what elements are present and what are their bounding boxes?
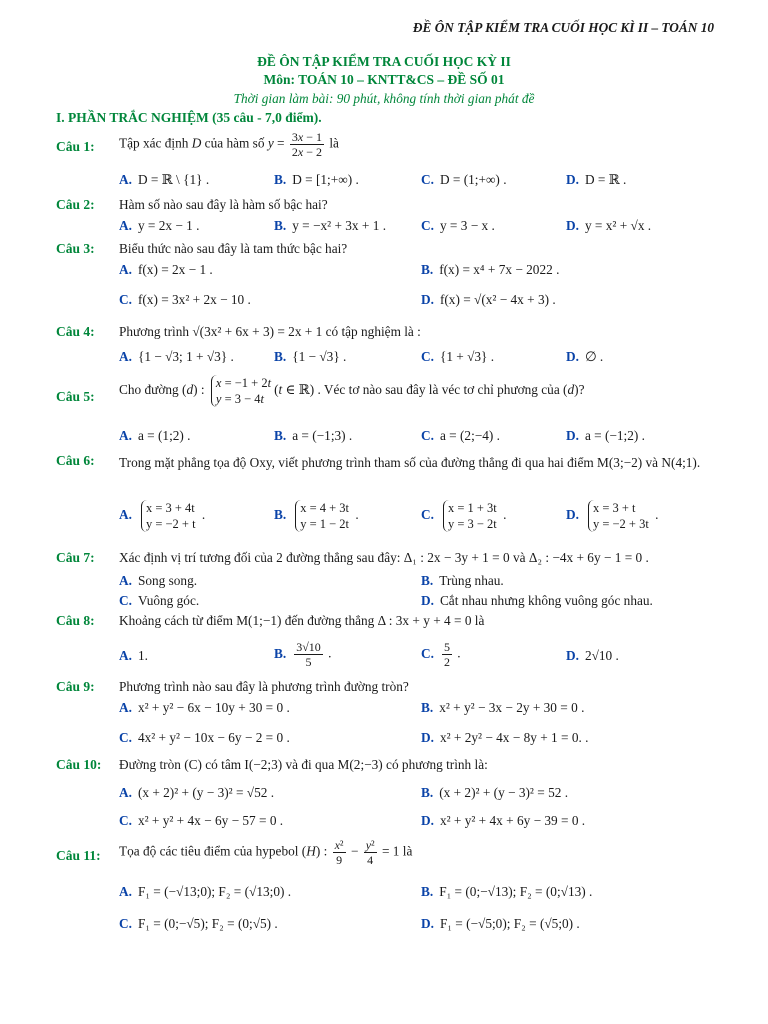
question-label: Câu 8:: [56, 613, 95, 628]
question-text: Khoảng cách từ điểm M(1;−1) đến đường thẳng Δ : 3x + y + 4 = 0 là: [119, 613, 485, 628]
option-d[interactable]: D. 2√10 .: [566, 648, 619, 663]
section-heading: I. PHẦN TRẮC NGHIỆM (35 câu - 7,0 điểm).: [56, 110, 322, 125]
question-text: Phương trình nào sau đây là phương trình đường tròn?: [119, 679, 409, 694]
option-a[interactable]: A. x² + y² − 6x − 10y + 30 = 0 .: [119, 700, 290, 715]
question-text: Phương trình √(3x² + 6x + 3) = 2x + 1 có tập nghiệm là :: [119, 324, 421, 339]
question-text: Tọa độ các tiêu điểm của hypebol (H) : $\frac{\text{x²}}{9}$ − $\frac{\text{y²}}{4}$ = 1 là: [119, 838, 413, 867]
option-d[interactable]: D. a = (−1;2) .: [566, 428, 645, 443]
option-b[interactable]: B. a = (−1;3) .: [274, 428, 353, 443]
question-label: Câu 4:: [56, 324, 95, 339]
question-text: Trong mặt phẳng tọa độ Oxy, viết phương trình tham số của đường thẳng đi qua hai điểm M(3;−2) và N(4;1).: [119, 455, 701, 470]
question-label: Câu 6:: [56, 453, 95, 468]
question-label: Câu 9:: [56, 679, 95, 694]
option-c[interactable]: C. 4x² + y² − 10x − 6y − 2 = 0 .: [119, 730, 290, 745]
option-d[interactable]: D. D = ℝ .: [566, 172, 627, 187]
option-d[interactable]: D. x² + y² + 4x + 6y − 39 = 0 .: [421, 813, 586, 828]
option-c[interactable]: C. a = (2;−4) .: [421, 428, 500, 443]
question-label: Câu 10:: [56, 757, 102, 772]
option-d[interactable]: D. y = x² + √x .: [566, 218, 652, 233]
option-c[interactable]: C. Vuông góc.: [119, 593, 200, 608]
question-label: Câu 11:: [56, 848, 101, 863]
option-b[interactable]: B. Trùng nhau.: [421, 573, 504, 588]
option-a[interactable]: A. 1.: [119, 648, 148, 663]
option-b[interactable]: B. x² + y² − 3x − 2y + 30 = 0 .: [421, 700, 585, 715]
option-a[interactable]: A. {1 − √3; 1 + √3} .: [119, 349, 234, 364]
option-a[interactable]: A. x = 3 + 4t y = −2 + t .: [119, 501, 206, 531]
question-label: Câu 3:: [56, 241, 95, 256]
question-text: Xác định vị trí tương đối của 2 đường thẳng sau đây: Δ₁ : 2x − 3y + 1 = 0 và Δ₂ : −4x + 6y − 1 = 0 .: [119, 550, 649, 565]
question-text: Đường tròn (C) có tâm I(−2;3) và đi qua M(2;−3) có phương trình là:: [119, 757, 488, 772]
option-c[interactable]: C. f(x) = 3x² + 2x − 10 .: [119, 292, 251, 307]
option-a[interactable]: A. D = ℝ \ {1} .: [119, 172, 210, 187]
exam-title: ĐỀ ÔN TẬP KIỂM TRA CUỐI HỌC KỲ II: [257, 54, 511, 69]
option-b[interactable]: B. y = −x² + 3x + 1 .: [274, 218, 387, 233]
option-d[interactable]: D. x² + 2y² − 4x − 8y + 1 = 0. .: [421, 730, 589, 745]
exam-subject: Môn: TOÁN 10 – KNTT&CS – ĐỀ SỐ 01: [263, 72, 505, 87]
question-label: Câu 7:: [56, 550, 95, 565]
option-c[interactable]: C. y = 3 − x .: [421, 218, 495, 233]
option-b[interactable]: B. $\frac{3√10}{5}$ .: [274, 640, 332, 669]
option-c[interactable]: C. D = (1;+∞) .: [421, 172, 507, 187]
option-a[interactable]: A. Song song.: [119, 573, 198, 588]
option-d[interactable]: D. f(x) = √(x² − 4x + 3) .: [421, 292, 556, 307]
option-c[interactable]: C. x² + y² + 4x − 6y − 57 = 0 .: [119, 813, 284, 828]
option-c[interactable]: C. {1 + √3} .: [421, 349, 495, 364]
question-label: Câu 5:: [56, 389, 95, 404]
option-a[interactable]: A. (x + 2)² + (y − 3)² = √52 .: [119, 785, 275, 800]
option-c[interactable]: C. F₁ = (0;−√5); F₂ = (0;√5) .: [119, 916, 278, 931]
exam-time-note: Thời gian làm bài: 90 phút, không tính thời gian phát đề: [233, 91, 535, 106]
option-d[interactable]: D. ∅ .: [566, 349, 604, 364]
option-d[interactable]: D. F₁ = (−√5;0); F₂ = (√5;0) .: [421, 916, 580, 931]
running-header: ĐỀ ÔN TẬP KIỂM TRA CUỐI HỌC KÌ II – TOÁN 10: [412, 20, 714, 35]
option-d[interactable]: D. Cắt nhau nhưng không vuông góc nhau.: [421, 593, 653, 608]
question-text: Biểu thức nào sau đây là tam thức bậc hai?: [119, 241, 348, 256]
option-c[interactable]: C. $\frac{5}{2}$ .: [421, 640, 461, 669]
option-b[interactable]: B. (x + 2)² + (y − 3)² = 52 .: [421, 785, 569, 800]
question-label: Câu 1:: [56, 139, 95, 154]
question-text: Tập xác định D của hàm số y = $\frac{3x - 1}{2x - 2}$ là: [119, 130, 339, 159]
question-text: Cho đường (d) : x = −1 + 2t y = 3 − 4t (t ∈ ℝ) . Véc tơ nào sau đây là véc tơ chỉ phương của (d)?: [119, 376, 585, 406]
option-a[interactable]: A. f(x) = 2x − 1 .: [119, 262, 213, 277]
option-d[interactable]: D. x = 3 + t y = −2 + 3t .: [566, 501, 659, 531]
option-b[interactable]: B. F₁ = (0;−√13); F₂ = (0;√13) .: [421, 884, 593, 899]
question-label: Câu 2:: [56, 197, 95, 212]
option-a[interactable]: A. F₁ = (−√13;0); F₂ = (√13;0) .: [119, 884, 292, 899]
section-score: (35 câu - 7,0 điểm).: [212, 110, 322, 125]
question-text: Hàm số nào sau đây là hàm số bậc hai?: [119, 197, 328, 212]
option-b[interactable]: B. x = 4 + 3t y = 1 − 2t .: [274, 501, 359, 531]
option-b[interactable]: B. D = [1;+∞) .: [274, 172, 359, 187]
option-b[interactable]: B. {1 − √3} .: [274, 349, 347, 364]
option-c[interactable]: C. x = 1 + 3t y = 3 − 2t .: [421, 501, 507, 531]
option-a[interactable]: A. a = (1;2) .: [119, 428, 191, 443]
option-b[interactable]: B. f(x) = x⁴ + 7x − 2022 .: [421, 262, 560, 277]
option-a[interactable]: A. y = 2x − 1 .: [119, 218, 200, 233]
